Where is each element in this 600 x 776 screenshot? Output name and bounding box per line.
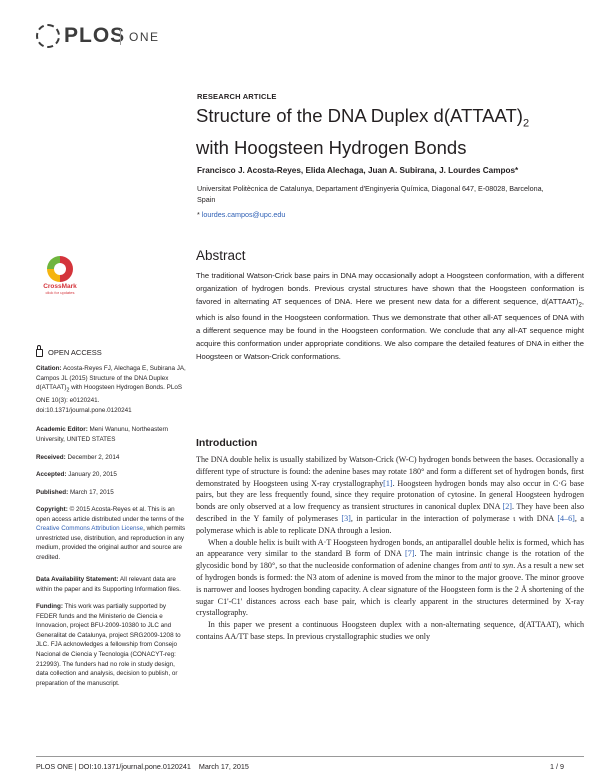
page-number: 1 / 9 [550,762,564,771]
copyright-block [36,505,186,563]
asterisk-icon: * [197,210,202,219]
title-subscript: 2 [522,117,530,130]
ref-link-3[interactable]: [3] [341,513,351,523]
plos-logo-text: PLOS [64,24,126,47]
p1-text-c: . They have been also described in the Y family of polymerases [196,502,584,523]
intro-paragraph-3: In this paper we present a continuous Hoogsteen duplex with a non-alternating sequence, d(ATTAAT), which contains AA/TT base steps. In previous crystallographic studies we only [196,620,584,641]
accepted-date: January 20, 2015 [68,471,117,478]
funding-block [36,602,186,688]
data-availability-block [36,575,186,594]
introduction-body [196,454,584,643]
p1-text-a: The DNA double helix is usually stabilized by Watson-Crick (W-C) hydrogen bonds between the bases. Occasionally a different type of structure is found: the adenine bases may rotate 180° and form a different set of hydrogen bonds, first demonstrated by Hoogsteen using X-ray crystallography [196,455,584,488]
p2-text-b: . The main intrinsic change is the rotation of the glycosidic bond by 180°, so that the nucleoside conformation of adenine changes from [196,549,584,571]
crossmark-badge[interactable] [36,256,84,295]
received-date: December 2, 2014 [67,454,120,461]
title-line-1: Structure of the DNA Duplex d(ATTAAT) [196,105,523,126]
journal-suffix: ONE [120,29,160,45]
ref-link-1[interactable]: [1] [383,478,393,488]
p1-text-e: , a polymerase which is able to replicate DNA through a lesion. [196,513,584,535]
citation-block [36,364,186,415]
citation-label: Citation: [36,365,62,372]
p2-syn: syn [502,561,514,571]
plos-logo-icon [36,24,60,48]
email-link[interactable]: lourdes.campos@upc.edu [201,210,286,219]
title-line-2: with Hoogsteen Hydrogen Bonds [196,136,467,158]
copyright-text-a: © 2015 Acosta-Reyes et al. This is an open access article distributed under the terms of the [36,506,185,523]
p2-text-a: When a double helix is built with A·T Hoogsteen hydrogen bonds, an antiparallel double helix is formed, which has an appearance very similar to the standard B form of DNA [196,537,584,559]
copyright-text-b: , which permits unrestricted use, distribution, and reproduction in any medium, provided the original author and source are credited. [36,525,186,561]
license-link[interactable]: Creative Commons Attribution License [36,525,144,533]
accepted-block [36,470,186,480]
open-lock-icon [36,349,43,357]
editor-block [36,425,186,444]
crossmark-icon [47,256,73,282]
accepted-label: Accepted: [36,471,67,478]
received-label: Received: [36,454,66,461]
intro-paragraph-1 [196,454,584,537]
crossmark-sub: click for updates [45,290,75,295]
editor-text: Meni Wanunu, Northeastern University, UNITED STATES [36,426,169,443]
footer-divider [36,756,584,757]
received-block [36,453,186,463]
abstract-text [196,270,584,364]
article-type: RESEARCH ARTICLE [197,92,277,101]
author-list: Francisco J. Acosta-Reyes, Elida Alechaga, Juan A. Subirana, J. Lourdes Campos* [197,166,519,175]
corresponding-email [197,210,285,219]
abstract-heading: Abstract [196,248,246,263]
p2-text-c: to [491,561,503,571]
p2-anti: anti [479,561,492,571]
abstract-part-2: , which is also found in the Hoogsteen conformation. Thus we demonstrate that other all-AT sequences of DNA with a different sequence may be found in the Hoogsteen conformation. We conclude that any all-AT sequence might acquire this conformation under appropriate conditions. We also compare the detailed features of DNA in either the Hoogsteen or Watson-Crick conformations. [196,296,584,361]
ref-link-4-6[interactable]: [4–6] [557,513,575,523]
funding-label: Funding: [36,603,63,610]
citation-text-b: with Hoogsteen Hydrogen Bonds. PLoS ONE 10(3): e0120241. doi:10.1371/journal.pone.0120241 [36,384,183,414]
crossmark-label: CrossMark [43,283,77,290]
ref-link-2[interactable]: [2] [502,502,512,512]
abstract-subscript: 2 [578,301,582,309]
copyright-label: Copyright: [36,506,68,513]
p1-text-d: , in particular in the interaction of polymerase ι with DNA [350,513,558,523]
plos-logo [36,24,125,48]
abstract-part-1: The traditional Watson-Crick base pairs in DNA may occasionally adopt a Hoogsteen conformation, with a different organization of hydrogen bonds. Previous crystal structures have shown that the Hoogsteen conformation is favored in alternating AT sequences of DNA. Here we present new data for a different sequence, d(ATTAAT) [196,271,584,306]
published-date: March 17, 2015 [69,489,114,496]
ref-link-7[interactable]: [7] [405,549,415,559]
funding-text: This work was partially supported by FEDER funds and the Ministerio de Ciencia e Innovacion, project BFU-2009-10380 to JLC and Generalitat de Catalunya, project SRG2009-1208 to JLC. FJA acknowledges a fellowship from Consejo Nacional de Ciencia y Tecnologia (CONACYT-reg: 212993). The funders had no role in study design, data collection and analysis, decision to publish, or preparation of the manuscript. [36,603,181,687]
article-title [196,104,586,159]
published-block [36,488,186,498]
editor-label: Academic Editor: [36,426,88,433]
p1-text-b: . Hoogsteen hydrogen bonds may also occur in C·G base pairs, but they are less frequently found, since they require protonation of cytosine. In general Hoogsteen hydrogen bonds are only observed at a low frequency as transient structures in canonical duplex DNA [196,478,584,512]
introduction-heading: Introduction [196,437,258,449]
affiliation: Universitat Politècnica de Catalunya, Departament d'Enginyeria Química, Diagonal 647, E-08028, Barcelona, Spain [197,184,544,204]
citation-subscript: 2 [66,387,70,394]
p2-text-d: . As a result a new set of hydrogen bonds is formed: the N3 atom of adenine is moved from the minor to the major groove. The minor groove is narrower and looses hydrogen bonding capacity. A clear signature of the Hoogsteen form is the 2 Å shortening of the sugar C1'-C1' distances across each base pair, which is clearly apparent in the structures determined by X-ray crystallography. [196,561,585,618]
open-access-label: OPEN ACCESS [48,348,102,357]
open-access-badge [36,348,102,357]
data-availability-label: Data Availability Statement: [36,576,119,583]
published-label: Published: [36,489,69,496]
citation-text-a: Acosta-Reyes FJ, Alechaga E, Subirana JA, Campos JL (2015) Structure of the DNA Duplex d(ATTAAT) [36,365,186,392]
footer-citation: PLOS ONE | DOI:10.1371/journal.pone.0120241 March 17, 2015 [36,762,249,771]
intro-paragraph-2 [196,537,584,620]
data-availability-text: All relevant data are within the paper and its Supporting Information files. [36,576,181,593]
